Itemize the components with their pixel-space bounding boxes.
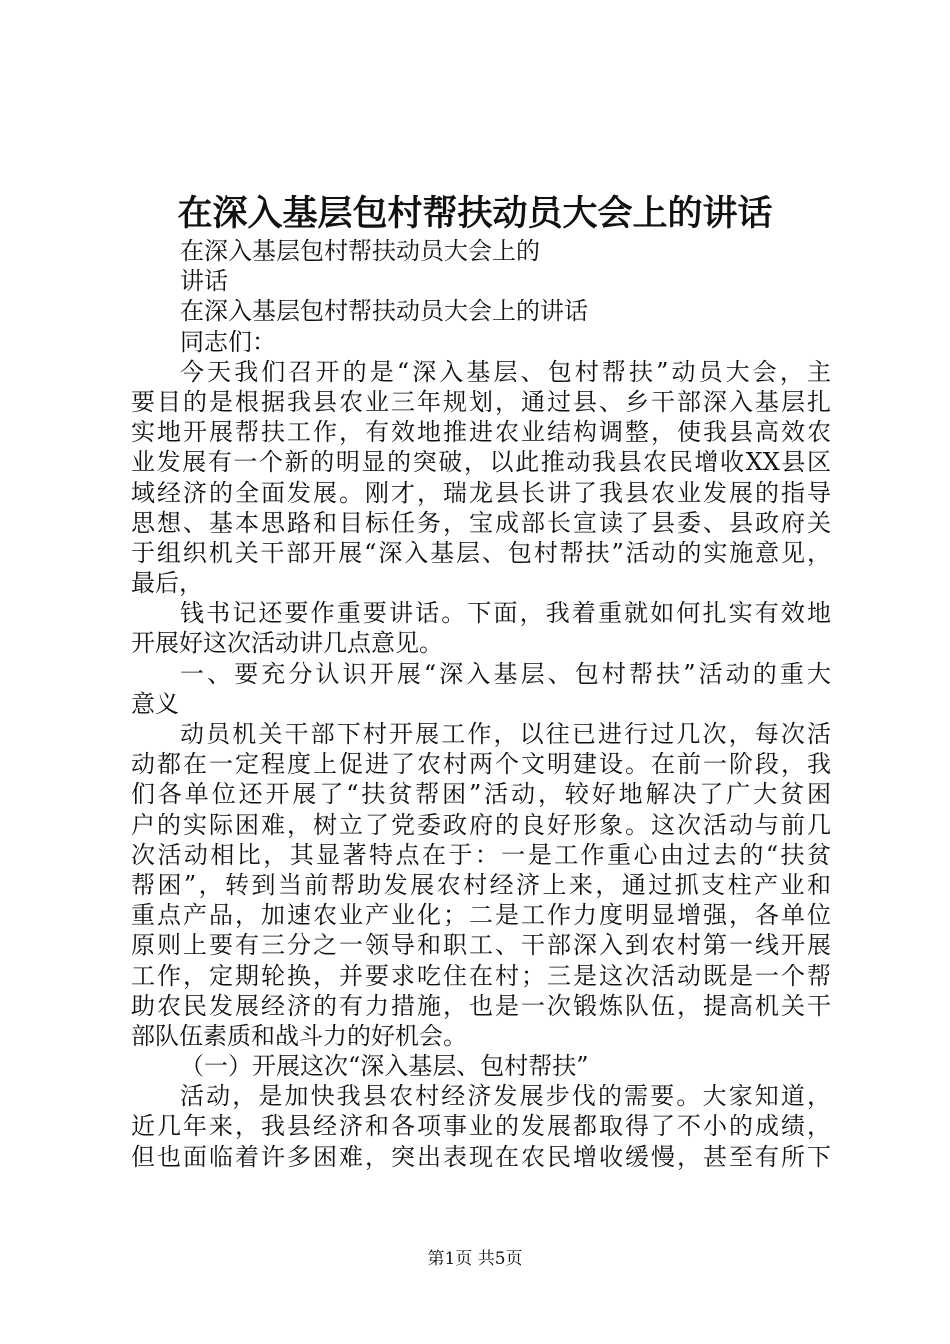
document-title: 在深入基层包村帮扶动员大会上的讲话 — [177, 193, 773, 234]
text-line: 在深入基层包村帮扶动员大会上的 — [180, 237, 540, 265]
text-line: （一）开展这次“深入基层、包村帮扶” — [180, 1052, 589, 1081]
text-line: 但也面临着许多困难，突出表现在农民增收缓慢，甚至有所下 — [131, 1142, 831, 1171]
text-line: 开展好这次活动讲几点意见。 — [131, 629, 443, 658]
text-line: 一、要充分认识开展“深入基层、包村帮扶”活动的重大 — [180, 659, 831, 688]
text-line: 近几年来，我县经济和各项事业的发展都取得了不小的成绩， — [131, 1112, 831, 1141]
text-line: 于组织机关干部开展“深入基层、包村帮扶”活动的实施意见， — [131, 538, 831, 567]
page-footer: 第1页 共5页 — [427, 1249, 523, 1269]
text-line: 意义 — [131, 689, 179, 718]
text-line: 活动，是加快我县农村经济发展步伐的需要。大家知道， — [180, 1082, 831, 1111]
document-body — [131, 236, 831, 1172]
text-line: 钱书记还要作重要讲话。下面，我着重就如何扎实有效地 — [180, 599, 831, 628]
text-line: 动都在一定程度上促进了农村两个文明建设。在前一阶段，我 — [131, 750, 831, 779]
text-line: 在深入基层包村帮扶动员大会上的讲话 — [180, 297, 588, 326]
text-line: 同志们： — [180, 327, 276, 356]
text-line: 业发展有一个新的明显的突破，以此推动我县农民增收XX县区 — [131, 448, 831, 477]
text-line: 要目的是根据我县农业三年规划，通过县、乡干部深入基层扎 — [131, 387, 831, 416]
text-line: 原则上要有三分之一领导和职工、干部深入到农村第一线开展 — [131, 931, 831, 960]
text-line: 域经济的全面发展。刚才，瑞龙县长讲了我县农业发展的指导 — [131, 478, 831, 507]
text-line: 讲话 — [180, 267, 228, 296]
text-line: 户的实际困难，树立了党委政府的良好形象。这次活动与前几 — [131, 810, 831, 839]
text-line: 实地开展帮扶工作，有效地推进农业结构调整，使我县高效农 — [131, 418, 831, 447]
text-line: 们各单位还开展了“扶贫帮困”活动，较好地解决了广大贫困 — [131, 780, 831, 809]
text-line: 部队伍素质和战斗力的好机会。 — [131, 1021, 467, 1050]
text-line: 工作，定期轮换，并要求吃住在村；三是这次活动既是一个帮 — [131, 961, 831, 990]
text-line: 思想、基本思路和目标任务，宝成部长宣读了县委、县政府关 — [131, 508, 831, 537]
text-line: 重点产品，加速农业产业化；二是工作力度明显增强，各单位 — [131, 901, 831, 930]
text-line: 今天我们召开的是“深入基层、包村帮扶”动员大会，主 — [180, 357, 831, 386]
text-line: 动员机关干部下村开展工作，以往已进行过几次，每次活 — [180, 720, 831, 748]
text-line: 助农民发展经济的有力措施，也是一次锻炼队伍，提高机关干 — [131, 991, 831, 1020]
text-line: 次活动相比，其显著特点在于：一是工作重心由过去的“扶贫 — [131, 840, 831, 869]
text-line: 最后， — [131, 569, 203, 598]
text-line: 帮困”，转到当前帮助发展农村经济上来，通过抓支柱产业和 — [131, 870, 831, 899]
